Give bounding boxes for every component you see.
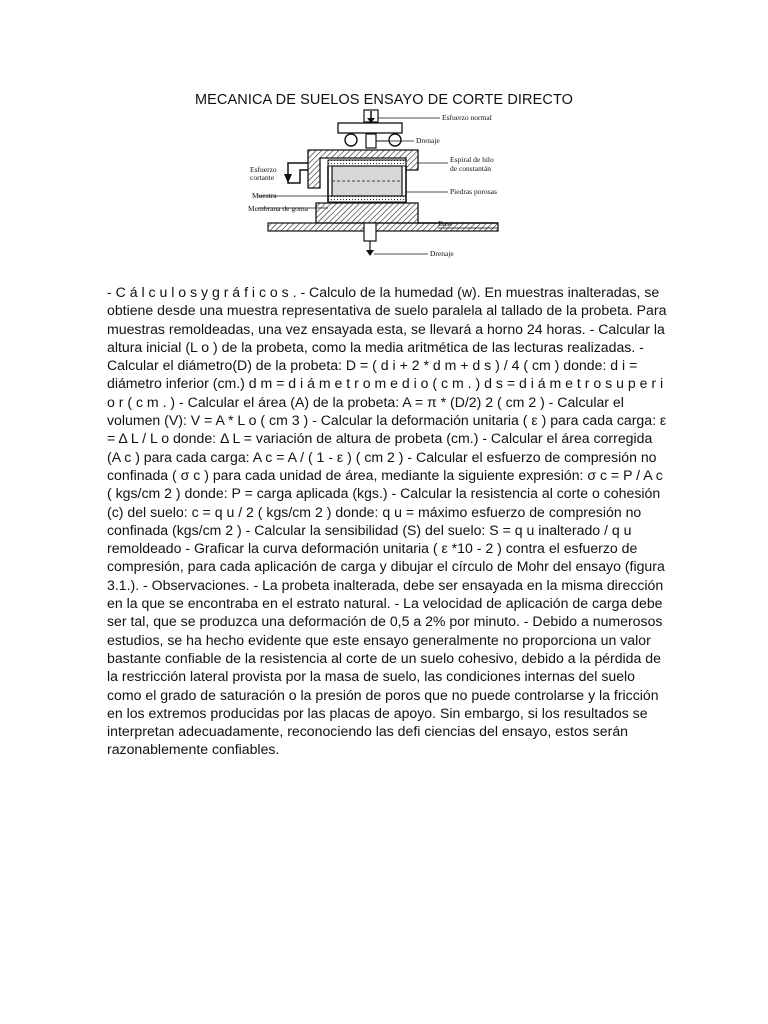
direct-shear-apparatus-figure <box>228 108 538 268</box>
label-drenaje-top: Drenaje <box>416 136 440 145</box>
apparatus-diagram <box>228 108 538 268</box>
base-plate <box>268 223 498 231</box>
label-drenaje-bottom: Drenaje <box>430 249 454 258</box>
porous-stone-top <box>328 160 406 166</box>
lower-shear-box <box>316 203 418 223</box>
document-body-text: - C á l c u l o s y g r á f i c o s . - Calculo de la humedad (w). En muestras inalteradas, se obtiene desde una muestra representativa de suelo paralela al tallado de la probeta. Para muestras remoldeadas, una vez ensayada esta, se llevará a horno 24 horas. - Calcular la altura inicial (L o ) de la probeta, como la media aritmética de las lecturas realizadas. - Calcular el diámetro(D) de la probeta: D = ( d i + 2 * d m + d s ) / 4 ( cm ) donde: d i = diámetro inferior (cm.) d m = d i á m e t r o m e d i o ( c m . ) d s = d i á m e t r o s u p e r i o r ( c m . ) - Calcular el área (A) de la probeta: A = π * (D/2) 2 ( cm 2 ) - Calcular el volumen (V): V = A * L o ( cm 3 ) - Calcular la deformación unitaria ( ε ) para cada carga: ε = Δ L / L o donde: Δ L = variación de altura de probeta (cm.) - Calcular el área corregida (A c ) para cada carga: A c = A / ( 1 - ε ) ( cm 2 ) - Calcular el esfuerzo de compresión no confinada ( σ c ) para cada unidad de área, mediante la siguiente expresión: σ c = P / A c ( kgs/cm 2 ) donde: P = carga aplicada (kgs.) - Calcular la resistencia al corte o cohesión (c) del suelo: c = q u / 2 ( kgs/cm 2 ) donde: q u = máximo esfuerzo de compresión no confinada (kgs/cm 2 ) - Calcular la sensibilidad (S) del suelo: S = q u inalterado / q u remoldeado - Graficar la curva deformación unitaria ( ε *10 - 2 ) contra el esfuerzo de compresión, para cada aplicación de carga y dibujar el círculo de Mohr del ensayo (figura 3.1.). - Observaciones. - La probeta inalterada, debe ser ensayada en la misma dirección en la que se encontraba en el estrato natural. - La velocidad de aplicación de carga debe ser tal, que se produzca una deformación de 0,5 a 2% por minuto. - Debido a numerosos estudios, se ha hecho evidente que este ensayo generalmente no proporciona un valor bastante confiable de la resistencia al corte de un suelo cohesivo, debido a la pérdida de la restricción lateral provista por la masa de suelo, las condiciones internas del suelo como el grado de saturación o la presión de poros que no puede controlarse y la fricción en los extremos producidas por las placas de apoyo. Sin embargo, si los resultados se interpretan adecuadamente, reconociendo las defi ciencias del ensayo, estos serán razonablemente confiables. <box>107 284 667 758</box>
roller-right <box>389 134 401 146</box>
label-piedras-porosas: Piedras porosas <box>450 187 497 196</box>
label-base: Base <box>438 219 453 228</box>
roller-left <box>345 134 357 146</box>
label-membrana: Membrana de goma <box>248 204 308 213</box>
label-esfuerzo-cortante-1: Esfuerzo <box>250 165 277 174</box>
document-title: MECANICA DE SUELOS ENSAYO DE CORTE DIRECTO <box>194 92 574 108</box>
label-espiral-1: Espiral de hilo <box>450 155 494 164</box>
bottom-drain <box>364 223 376 241</box>
loading-plate <box>338 123 402 133</box>
label-esfuerzo-cortante-2: cortante <box>250 173 275 182</box>
label-espiral-2: de constantán <box>450 164 492 173</box>
label-esfuerzo-normal: Esfuerzo normal <box>442 113 492 122</box>
normal-load-arrow <box>364 110 378 123</box>
label-muestra: Muestra <box>252 191 277 200</box>
porous-stone-bottom <box>328 196 406 202</box>
shear-lever <box>288 163 308 183</box>
